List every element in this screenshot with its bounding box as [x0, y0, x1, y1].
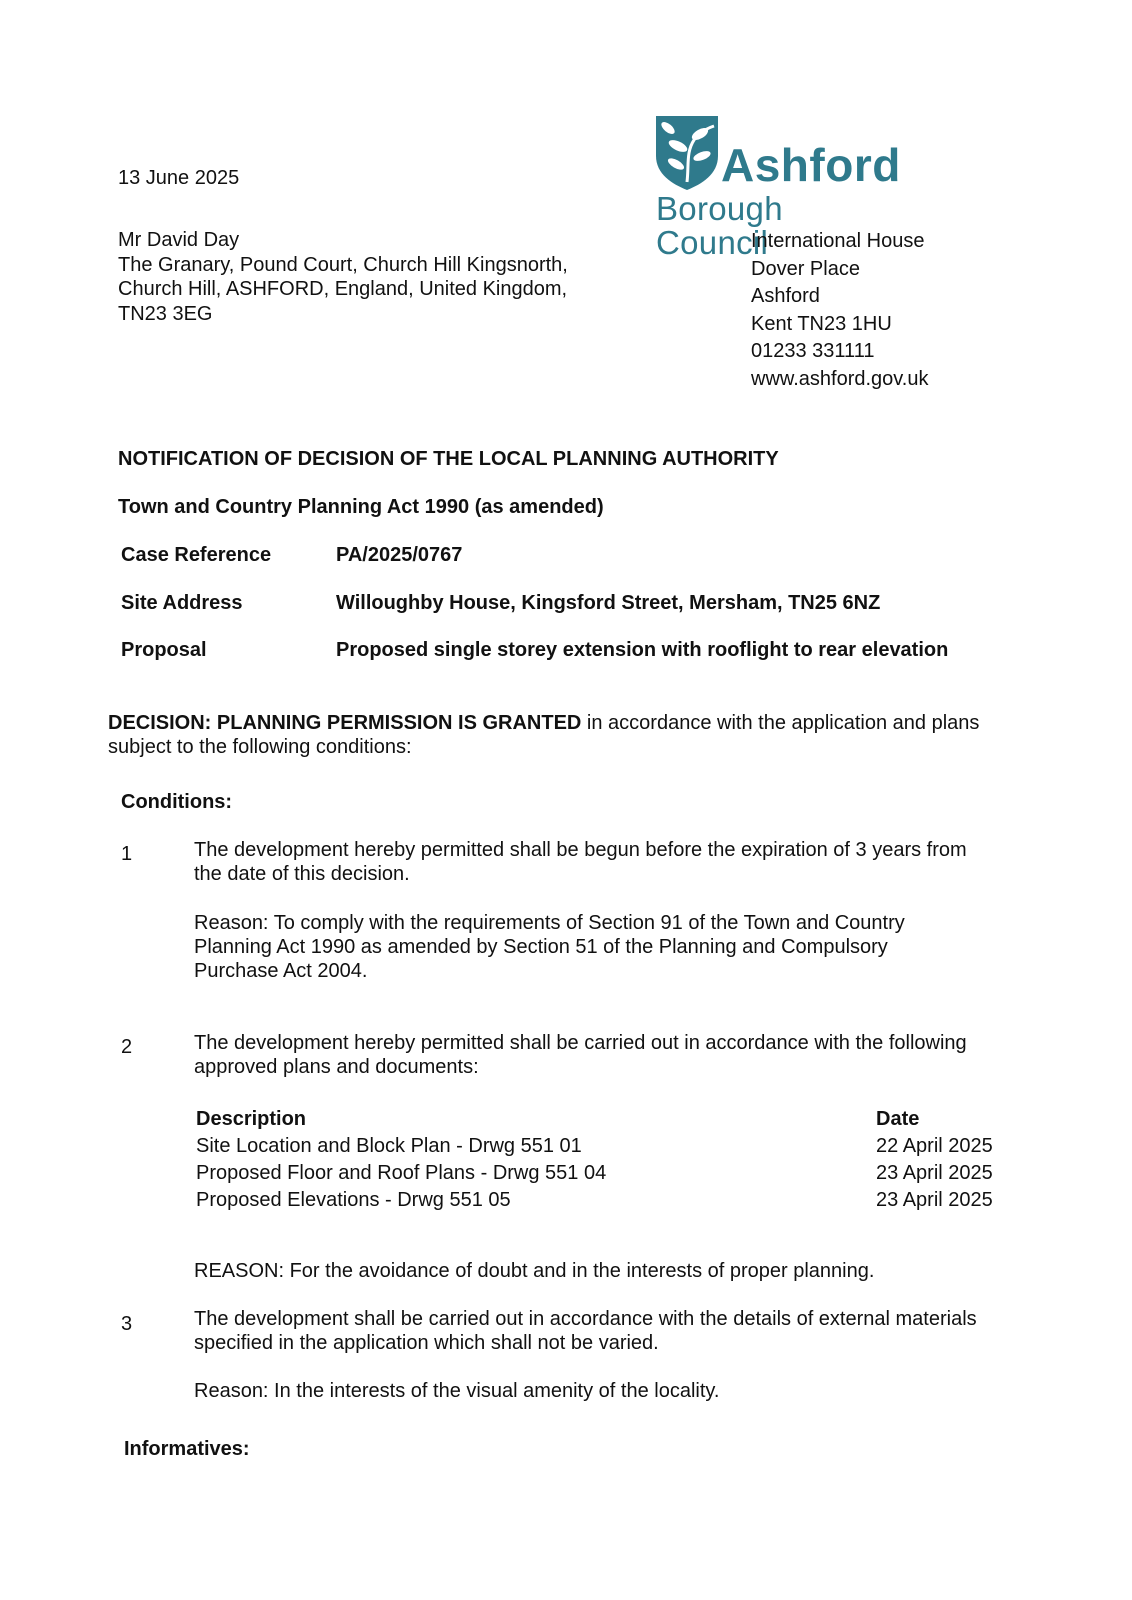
reason-line: Planning Act 1990 as amended by Section 51 of the Planning and Compulsory [194, 936, 888, 958]
recipient-block [118, 228, 568, 326]
table-row [196, 1133, 1004, 1160]
recipient-address-line: Church Hill, ASHFORD, England, United Kingdom, [118, 278, 568, 300]
case-reference-value: PA/2025/0767 [336, 544, 463, 566]
condition-number: 3 [121, 1313, 133, 1335]
decision-line2: subject to the following conditions: [108, 736, 412, 758]
logo-subtitle: Borough Council [656, 190, 783, 261]
row-date: 23 April 2025 [876, 1162, 993, 1184]
council-address-line: International House [751, 230, 925, 252]
row-description: Proposed Elevations - Drwg 551 05 [196, 1189, 511, 1211]
table-row [196, 1187, 1004, 1214]
condition-2-text [194, 1031, 967, 1079]
council-phone: 01233 331111 [751, 340, 875, 362]
table-header [196, 1106, 1004, 1133]
proposal-value: Proposed single storey extension with rooflight to rear elevation [336, 639, 949, 661]
council-website: www.ashford.gov.uk [751, 367, 929, 390]
header-date: Date [876, 1108, 920, 1130]
approved-plans-table [196, 1106, 1004, 1214]
condition-1-text [194, 838, 967, 886]
logo-ashford-text: Ashford [721, 139, 901, 191]
council-address-line: Kent TN23 1HU [751, 312, 892, 335]
condition-text-line: the date of this decision. [194, 863, 410, 885]
decision-bold: DECISION: PLANNING PERMISSION IS GRANTED [108, 712, 582, 734]
condition-text-line: The development shall be carried out in accordance with the details of external materials [194, 1308, 977, 1330]
condition-number: 2 [121, 1036, 133, 1058]
condition-text-line: The development hereby permitted shall be begun before the expiration of 3 years from [194, 839, 967, 861]
condition-text-line: approved plans and documents: [194, 1056, 479, 1078]
reason-line: Reason: To comply with the requirements of Section 91 of the Town and Country [194, 912, 905, 934]
row-description: Site Location and Block Plan - Drwg 551 01 [196, 1135, 582, 1157]
row-date: 23 April 2025 [876, 1189, 993, 1211]
recipient-address-line: The Granary, Pound Court, Church Hill Kingsnorth, [118, 253, 568, 276]
notification-heading: NOTIFICATION OF DECISION OF THE LOCAL PLANNING AUTHORITY [118, 448, 779, 470]
site-address-label: Site Address [121, 592, 243, 614]
row-date: 22 April 2025 [876, 1135, 993, 1157]
condition-text-line: specified in the application which shall not be varied. [194, 1332, 659, 1354]
recipient-name: Mr David Day [118, 229, 240, 251]
case-reference-label: Case Reference [121, 544, 272, 566]
shield-leaf-icon [656, 116, 720, 190]
act-heading: Town and Country Planning Act 1990 (as amended) [118, 496, 604, 518]
decision-rest: in accordance with the application and plans [581, 712, 980, 734]
condition-3-text [194, 1307, 977, 1355]
recipient-address-line: TN23 3EG [118, 302, 213, 325]
council-address-line: Ashford [751, 285, 820, 307]
decision-statement [108, 711, 979, 735]
proposal-label: Proposal [121, 639, 207, 661]
header-description: Description [196, 1108, 307, 1130]
council-address-block [751, 228, 929, 393]
condition-text-line: The development hereby permitted shall be carried out in accordance with the following [194, 1032, 967, 1054]
letter-date: 13 June 2025 [118, 167, 240, 189]
council-address-line: Dover Place [751, 257, 860, 280]
informatives-heading: Informatives: [124, 1438, 250, 1460]
table-row [196, 1160, 1004, 1187]
site-address-value: Willoughby House, Kingsford Street, Mersham, TN25 6NZ [336, 592, 881, 614]
condition-number: 1 [121, 843, 133, 865]
row-description: Proposed Floor and Roof Plans - Drwg 551 04 [196, 1162, 607, 1184]
conditions-heading: Conditions: [121, 791, 233, 813]
condition-3-reason: Reason: In the interests of the visual amenity of the locality. [194, 1380, 720, 1402]
condition-1-reason [194, 911, 905, 983]
condition-2-reason: REASON: For the avoidance of doubt and in the interests of proper planning. [194, 1260, 875, 1282]
reason-line: Purchase Act 2004. [194, 960, 368, 982]
